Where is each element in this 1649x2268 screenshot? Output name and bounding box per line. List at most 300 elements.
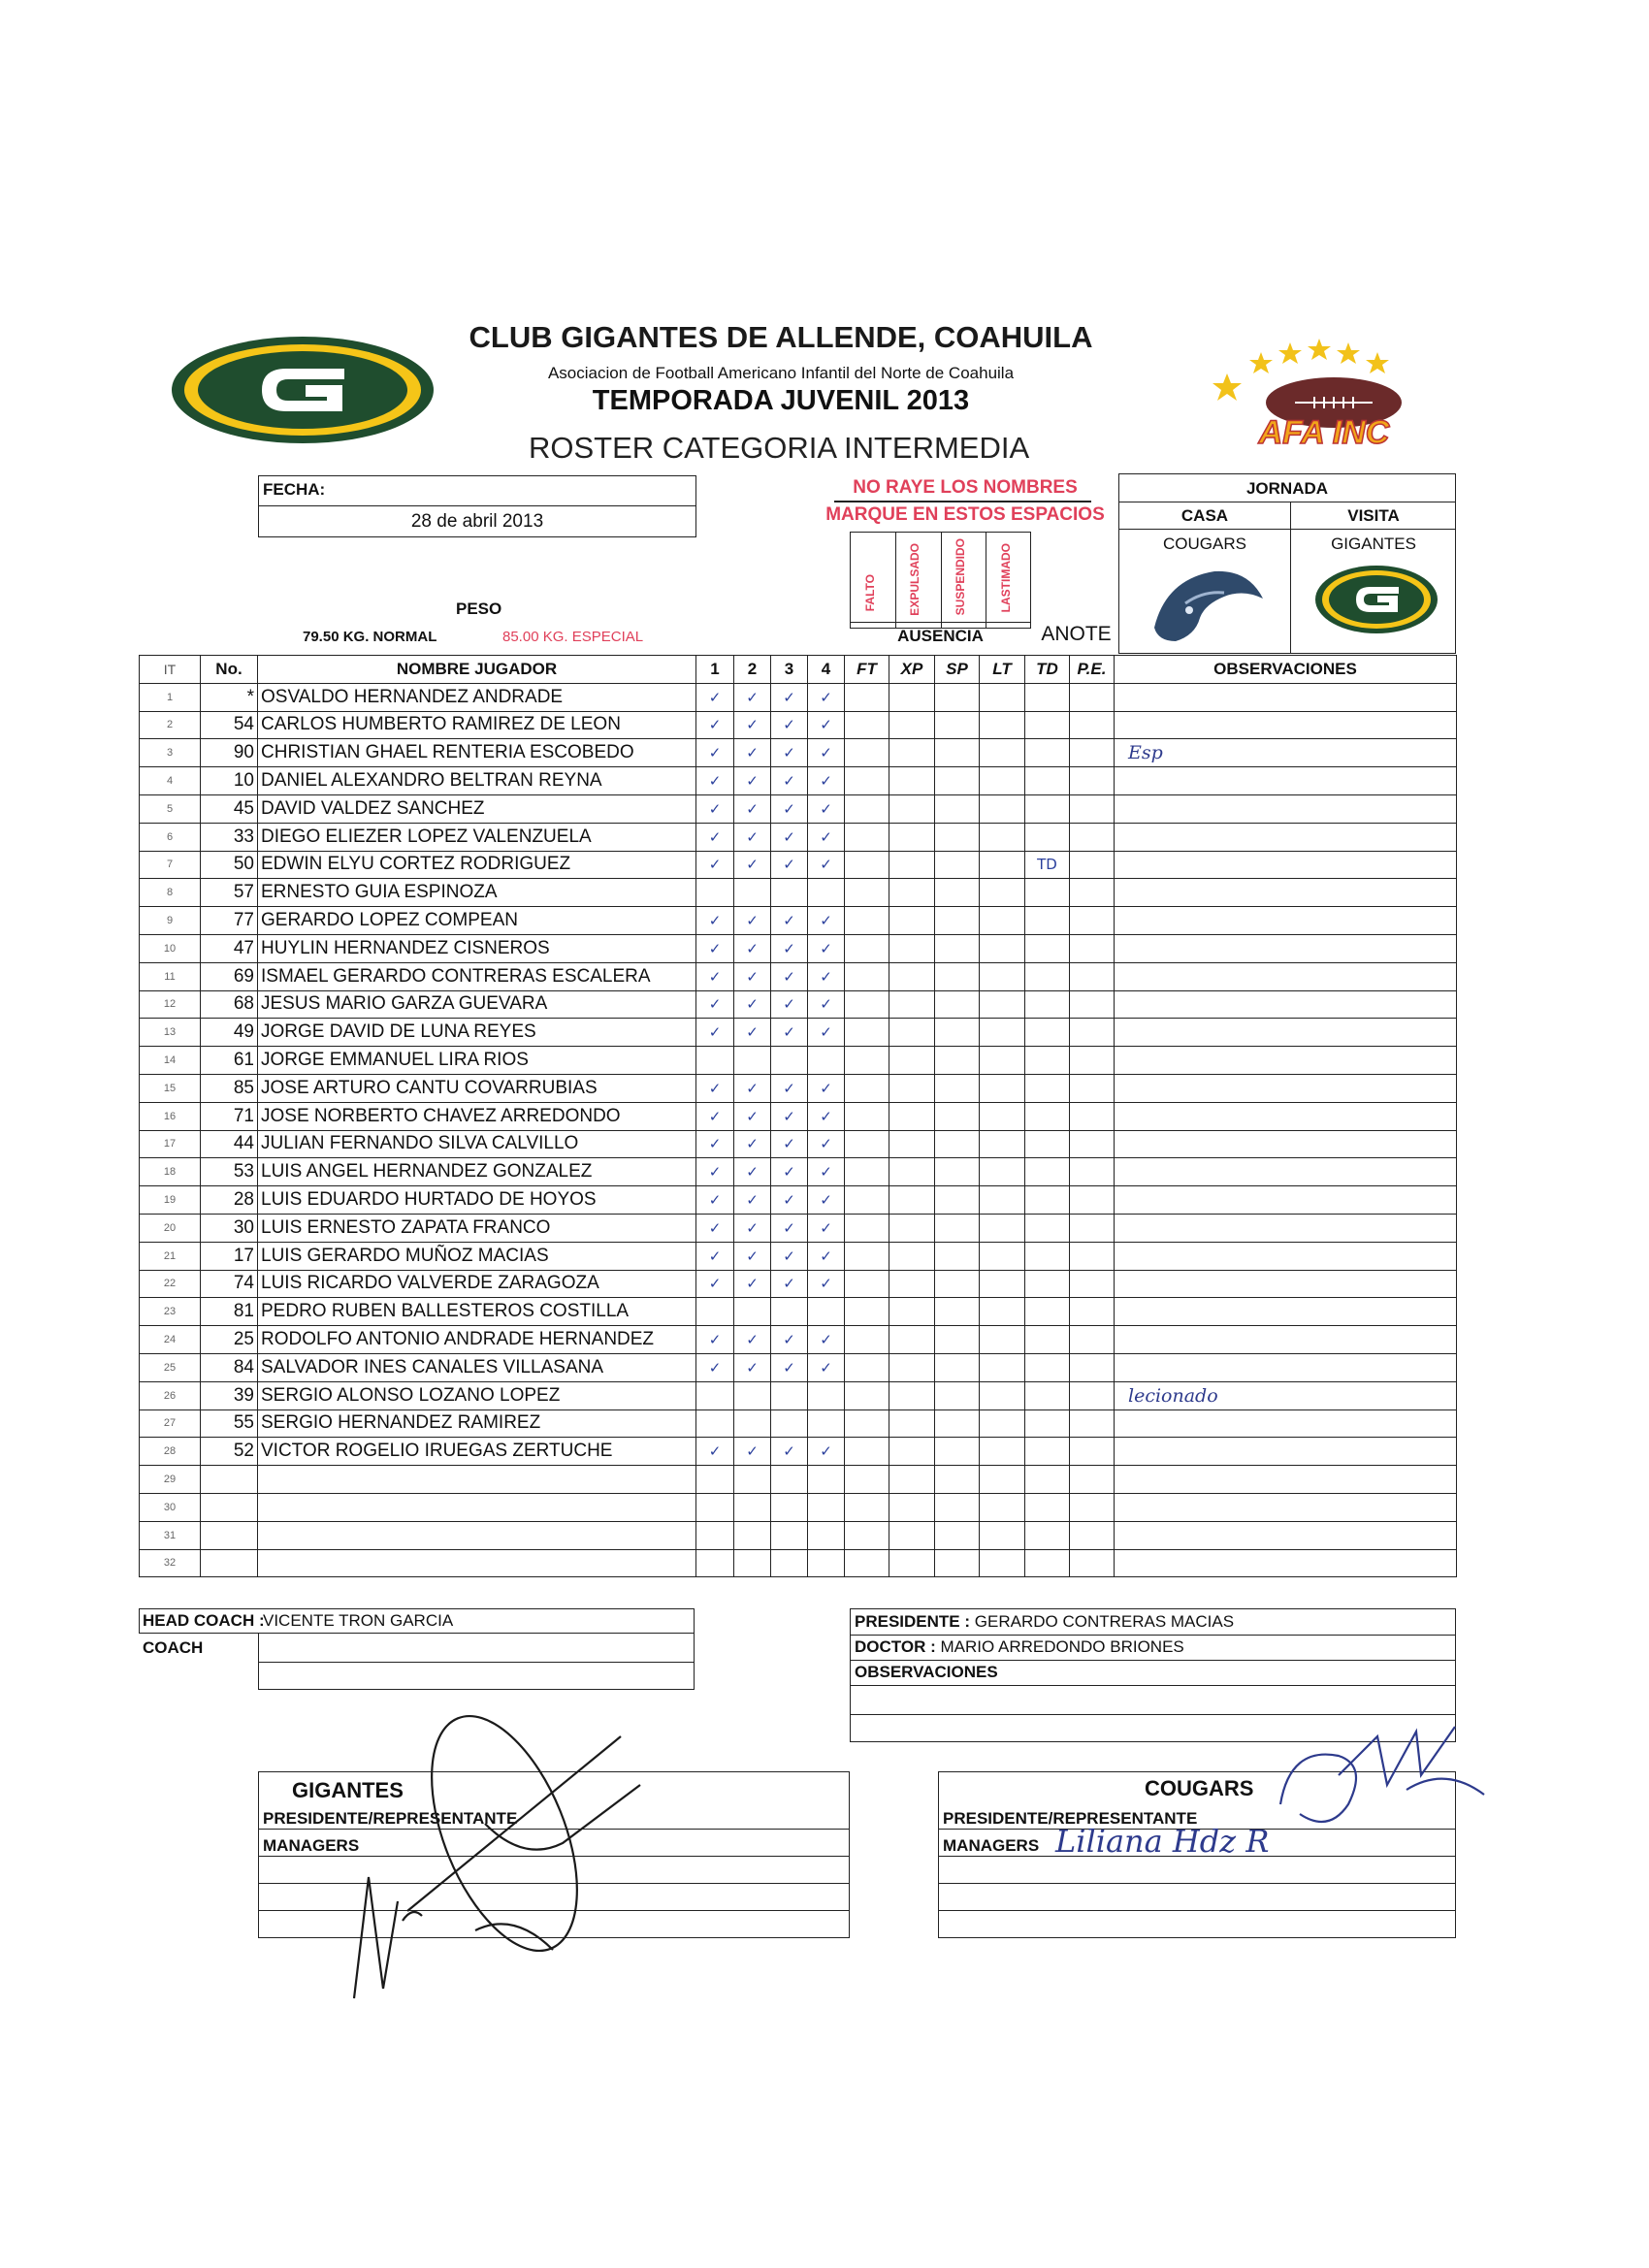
quarter-3-mark[interactable]: ✓ [771,1074,808,1102]
absence-lt-cell[interactable] [980,1270,1025,1298]
player-number[interactable]: 25 [201,1326,258,1354]
score-pe-cell[interactable] [1070,934,1115,962]
observaciones-cell[interactable] [1115,1074,1457,1102]
quarter-2-mark[interactable]: ✓ [734,739,771,767]
player-name[interactable]: EDWIN ELYU CORTEZ RODRIGUEZ [258,851,696,879]
quarter-3-mark[interactable]: ✓ [771,823,808,851]
player-number[interactable]: 69 [201,962,258,990]
score-pe-cell[interactable] [1070,1242,1115,1270]
quarter-3-mark[interactable] [771,1381,808,1409]
score-pe-cell[interactable] [1070,879,1115,907]
absence-xp-cell[interactable] [889,683,935,711]
quarter-1-mark[interactable]: ✓ [696,1130,734,1158]
quarter-3-mark[interactable]: ✓ [771,851,808,879]
absence-ft-cell[interactable] [845,962,889,990]
quarter-1-mark[interactable]: ✓ [696,823,734,851]
player-number[interactable]: 17 [201,1242,258,1270]
score-td-cell[interactable] [1025,907,1070,935]
score-td-cell[interactable] [1025,1270,1070,1298]
player-name[interactable]: CHRISTIAN GHAEL RENTERIA ESCOBEDO [258,739,696,767]
player-number[interactable]: 68 [201,990,258,1019]
quarter-1-mark[interactable]: ✓ [696,962,734,990]
player-number[interactable]: 10 [201,767,258,795]
player-number[interactable] [201,1521,258,1549]
absence-xp-cell[interactable] [889,767,935,795]
absence-sp-cell[interactable] [935,794,980,823]
absence-ft-cell[interactable] [845,1353,889,1381]
observaciones-cell[interactable] [1115,990,1457,1019]
quarter-3-mark[interactable]: ✓ [771,767,808,795]
absence-lt-cell[interactable] [980,1409,1025,1438]
quarter-1-mark[interactable]: ✓ [696,739,734,767]
player-number[interactable]: 49 [201,1019,258,1047]
quarter-3-mark[interactable] [771,1493,808,1521]
absence-xp-cell[interactable] [889,1381,935,1409]
quarter-4-mark[interactable]: ✓ [808,1019,845,1047]
absence-lt-cell[interactable] [980,1186,1025,1215]
absence-lt-cell[interactable] [980,1353,1025,1381]
absence-lt-cell[interactable] [980,1298,1025,1326]
absence-ft-cell[interactable] [845,1381,889,1409]
score-td-cell[interactable] [1025,1102,1070,1130]
absence-sp-cell[interactable] [935,1549,980,1577]
score-td-cell[interactable] [1025,683,1070,711]
absence-sp-cell[interactable] [935,1019,980,1047]
score-td-cell[interactable] [1025,711,1070,739]
observaciones-cell[interactable] [1115,962,1457,990]
observaciones-cell[interactable] [1115,1521,1457,1549]
score-td-cell[interactable] [1025,1158,1070,1186]
absence-xp-cell[interactable] [889,1353,935,1381]
player-name[interactable]: CARLOS HUMBERTO RAMIREZ DE LEON [258,711,696,739]
absence-sp-cell[interactable] [935,1186,980,1215]
player-name[interactable]: DAVID VALDEZ SANCHEZ [258,794,696,823]
quarter-4-mark[interactable]: ✓ [808,1270,845,1298]
quarter-4-mark[interactable]: ✓ [808,823,845,851]
quarter-4-mark[interactable] [808,1493,845,1521]
player-name[interactable]: SERGIO HERNANDEZ RAMIREZ [258,1409,696,1438]
score-pe-cell[interactable] [1070,1019,1115,1047]
player-name[interactable]: SALVADOR INES CANALES VILLASANA [258,1353,696,1381]
observaciones-cell[interactable] [1115,1047,1457,1075]
absence-sp-cell[interactable] [935,1326,980,1354]
quarter-2-mark[interactable]: ✓ [734,1074,771,1102]
absence-sp-cell[interactable] [935,711,980,739]
absence-sp-cell[interactable] [935,683,980,711]
score-td-cell[interactable] [1025,1242,1070,1270]
observaciones-cell[interactable] [1115,767,1457,795]
observaciones-cell[interactable] [1115,1019,1457,1047]
absence-sp-cell[interactable] [935,823,980,851]
quarter-3-mark[interactable]: ✓ [771,934,808,962]
quarter-1-mark[interactable] [696,1549,734,1577]
score-td-cell[interactable] [1025,1381,1070,1409]
quarter-4-mark[interactable]: ✓ [808,1353,845,1381]
player-number[interactable]: 61 [201,1047,258,1075]
absence-ft-cell[interactable] [845,1074,889,1102]
absence-xp-cell[interactable] [889,1270,935,1298]
score-pe-cell[interactable] [1070,990,1115,1019]
quarter-4-mark[interactable]: ✓ [808,1158,845,1186]
score-pe-cell[interactable] [1070,739,1115,767]
score-pe-cell[interactable] [1070,1466,1115,1494]
quarter-1-mark[interactable]: ✓ [696,1242,734,1270]
score-pe-cell[interactable] [1070,823,1115,851]
score-pe-cell[interactable] [1070,1298,1115,1326]
quarter-3-mark[interactable]: ✓ [771,1102,808,1130]
absence-xp-cell[interactable] [889,1409,935,1438]
fecha-value[interactable]: 28 de abril 2013 [410,511,544,532]
absence-ft-cell[interactable] [845,794,889,823]
quarter-4-mark[interactable]: ✓ [808,739,845,767]
quarter-4-mark[interactable]: ✓ [808,1074,845,1102]
quarter-4-mark[interactable]: ✓ [808,990,845,1019]
absence-sp-cell[interactable] [935,739,980,767]
quarter-3-mark[interactable] [771,1549,808,1577]
observaciones-cell[interactable] [1115,934,1457,962]
quarter-2-mark[interactable]: ✓ [734,1438,771,1466]
quarter-2-mark[interactable]: ✓ [734,823,771,851]
score-td-cell[interactable] [1025,1549,1070,1577]
absence-xp-cell[interactable] [889,1214,935,1242]
observaciones-cell[interactable] [1115,823,1457,851]
player-number[interactable]: 50 [201,851,258,879]
absence-sp-cell[interactable] [935,934,980,962]
absence-sp-cell[interactable] [935,1047,980,1075]
quarter-2-mark[interactable]: ✓ [734,1158,771,1186]
player-name[interactable] [258,1466,696,1494]
observaciones-cell[interactable] [1115,1409,1457,1438]
quarter-3-mark[interactable]: ✓ [771,1270,808,1298]
score-pe-cell[interactable] [1070,1186,1115,1215]
absence-lt-cell[interactable] [980,823,1025,851]
observaciones-cell[interactable] [1115,683,1457,711]
absence-lt-cell[interactable] [980,1074,1025,1102]
observaciones-cell[interactable] [1115,1186,1457,1215]
score-td-cell[interactable] [1025,1326,1070,1354]
absence-xp-cell[interactable] [889,962,935,990]
absence-ft-cell[interactable] [845,1214,889,1242]
quarter-4-mark[interactable] [808,1381,845,1409]
quarter-2-mark[interactable]: ✓ [734,1326,771,1354]
quarter-2-mark[interactable]: ✓ [734,1186,771,1215]
absence-ft-cell[interactable] [845,851,889,879]
player-number[interactable]: 30 [201,1214,258,1242]
quarter-4-mark[interactable]: ✓ [808,1214,845,1242]
quarter-3-mark[interactable] [771,1466,808,1494]
score-td-cell[interactable] [1025,1186,1070,1215]
absence-lt-cell[interactable] [980,1549,1025,1577]
absence-lt-cell[interactable] [980,1521,1025,1549]
absence-ft-cell[interactable] [845,1549,889,1577]
observaciones-cell[interactable] [1115,907,1457,935]
absence-lt-cell[interactable] [980,962,1025,990]
score-td-cell[interactable] [1025,1298,1070,1326]
player-name[interactable]: PEDRO RUBEN BALLESTEROS COSTILLA [258,1298,696,1326]
quarter-1-mark[interactable]: ✓ [696,1438,734,1466]
score-pe-cell[interactable] [1070,962,1115,990]
absence-lt-cell[interactable] [980,739,1025,767]
score-td-cell[interactable] [1025,739,1070,767]
quarter-1-mark[interactable] [696,1047,734,1075]
absence-lt-cell[interactable] [980,1019,1025,1047]
player-name[interactable]: ISMAEL GERARDO CONTRERAS ESCALERA [258,962,696,990]
quarter-4-mark[interactable]: ✓ [808,1326,845,1354]
absence-xp-cell[interactable] [889,1298,935,1326]
score-pe-cell[interactable] [1070,1353,1115,1381]
score-pe-cell[interactable] [1070,1521,1115,1549]
absence-xp-cell[interactable] [889,907,935,935]
observaciones-cell[interactable] [1115,851,1457,879]
quarter-4-mark[interactable] [808,1521,845,1549]
quarter-2-mark[interactable] [734,1521,771,1549]
quarter-1-mark[interactable] [696,1381,734,1409]
absence-sp-cell[interactable] [935,1409,980,1438]
absence-xp-cell[interactable] [889,1158,935,1186]
quarter-1-mark[interactable]: ✓ [696,767,734,795]
absence-lt-cell[interactable] [980,711,1025,739]
quarter-2-mark[interactable]: ✓ [734,1242,771,1270]
quarter-3-mark[interactable]: ✓ [771,1158,808,1186]
player-number[interactable]: 47 [201,934,258,962]
quarter-3-mark[interactable]: ✓ [771,990,808,1019]
absence-sp-cell[interactable] [935,1381,980,1409]
quarter-1-mark[interactable]: ✓ [696,907,734,935]
quarter-2-mark[interactable] [734,1409,771,1438]
quarter-3-mark[interactable] [771,1521,808,1549]
player-name[interactable]: LUIS ANGEL HERNANDEZ GONZALEZ [258,1158,696,1186]
presidente-value[interactable]: GERARDO CONTRERAS MACIAS [974,1612,1235,1631]
quarter-3-mark[interactable]: ✓ [771,739,808,767]
quarter-2-mark[interactable]: ✓ [734,1102,771,1130]
absence-xp-cell[interactable] [889,1493,935,1521]
score-td-cell[interactable] [1025,823,1070,851]
absence-xp-cell[interactable] [889,739,935,767]
absence-ft-cell[interactable] [845,907,889,935]
absence-lt-cell[interactable] [980,851,1025,879]
absence-lt-cell[interactable] [980,879,1025,907]
quarter-2-mark[interactable]: ✓ [734,1270,771,1298]
quarter-2-mark[interactable]: ✓ [734,990,771,1019]
score-td-cell[interactable] [1025,1521,1070,1549]
quarter-2-mark[interactable]: ✓ [734,794,771,823]
absence-lt-cell[interactable] [980,1214,1025,1242]
absence-lt-cell[interactable] [980,1381,1025,1409]
score-td-cell[interactable] [1025,962,1070,990]
score-td-cell[interactable] [1025,1047,1070,1075]
score-pe-cell[interactable] [1070,1270,1115,1298]
score-pe-cell[interactable] [1070,683,1115,711]
quarter-3-mark[interactable]: ✓ [771,1019,808,1047]
player-number[interactable]: 44 [201,1130,258,1158]
quarter-4-mark[interactable]: ✓ [808,1102,845,1130]
observaciones-cell[interactable] [1115,1298,1457,1326]
player-name[interactable]: JOSE NORBERTO CHAVEZ ARREDONDO [258,1102,696,1130]
player-name[interactable]: LUIS RICARDO VALVERDE ZARAGOZA [258,1270,696,1298]
quarter-4-mark[interactable] [808,1298,845,1326]
absence-lt-cell[interactable] [980,794,1025,823]
absence-sp-cell[interactable] [935,851,980,879]
absence-lt-cell[interactable] [980,1130,1025,1158]
observaciones-cell[interactable] [1115,1130,1457,1158]
quarter-4-mark[interactable] [808,1466,845,1494]
player-number[interactable]: 84 [201,1353,258,1381]
score-td-cell[interactable] [1025,1214,1070,1242]
quarter-1-mark[interactable]: ✓ [696,1326,734,1354]
absence-ft-cell[interactable] [845,1409,889,1438]
quarter-2-mark[interactable]: ✓ [734,767,771,795]
score-pe-cell[interactable] [1070,851,1115,879]
absence-xp-cell[interactable] [889,1466,935,1494]
player-name[interactable]: HUYLIN HERNANDEZ CISNEROS [258,934,696,962]
absence-ft-cell[interactable] [845,683,889,711]
absence-lt-cell[interactable] [980,1102,1025,1130]
score-td-cell[interactable] [1025,1493,1070,1521]
player-name[interactable]: LUIS EDUARDO HURTADO DE HOYOS [258,1186,696,1215]
quarter-1-mark[interactable]: ✓ [696,1186,734,1215]
player-number[interactable]: 39 [201,1381,258,1409]
score-td-cell[interactable] [1025,1130,1070,1158]
score-pe-cell[interactable] [1070,907,1115,935]
score-pe-cell[interactable] [1070,1158,1115,1186]
score-pe-cell[interactable] [1070,1381,1115,1409]
quarter-3-mark[interactable] [771,1298,808,1326]
absence-ft-cell[interactable] [845,1242,889,1270]
absence-lt-cell[interactable] [980,767,1025,795]
score-td-cell[interactable] [1025,1438,1070,1466]
quarter-2-mark[interactable]: ✓ [734,683,771,711]
score-pe-cell[interactable] [1070,1214,1115,1242]
absence-sp-cell[interactable] [935,1158,980,1186]
absence-ft-cell[interactable] [845,1019,889,1047]
quarter-3-mark[interactable]: ✓ [771,1438,808,1466]
quarter-3-mark[interactable]: ✓ [771,907,808,935]
absence-xp-cell[interactable] [889,1521,935,1549]
absence-xp-cell[interactable] [889,1549,935,1577]
player-name[interactable] [258,1521,696,1549]
player-name[interactable]: JOSE ARTURO CANTU COVARRUBIAS [258,1074,696,1102]
quarter-1-mark[interactable] [696,1493,734,1521]
absence-ft-cell[interactable] [845,1493,889,1521]
player-name[interactable]: ERNESTO GUIA ESPINOZA [258,879,696,907]
quarter-4-mark[interactable] [808,1047,845,1075]
score-td-cell[interactable] [1025,879,1070,907]
absence-ft-cell[interactable] [845,1298,889,1326]
score-td-cell[interactable] [1025,767,1070,795]
quarter-1-mark[interactable]: ✓ [696,1214,734,1242]
absence-ft-cell[interactable] [845,879,889,907]
absence-lt-cell[interactable] [980,907,1025,935]
absence-xp-cell[interactable] [889,711,935,739]
player-number[interactable]: 45 [201,794,258,823]
quarter-1-mark[interactable] [696,879,734,907]
player-name[interactable] [258,1493,696,1521]
absence-sp-cell[interactable] [935,1242,980,1270]
absence-xp-cell[interactable] [889,1047,935,1075]
quarter-4-mark[interactable]: ✓ [808,1438,845,1466]
quarter-1-mark[interactable] [696,1521,734,1549]
score-pe-cell[interactable] [1070,1130,1115,1158]
player-number[interactable]: 85 [201,1074,258,1102]
absence-sp-cell[interactable] [935,1214,980,1242]
score-pe-cell[interactable] [1070,767,1115,795]
quarter-2-mark[interactable]: ✓ [734,711,771,739]
absence-ft-cell[interactable] [845,767,889,795]
absence-ft-cell[interactable] [845,1158,889,1186]
player-number[interactable]: 52 [201,1438,258,1466]
quarter-1-mark[interactable]: ✓ [696,990,734,1019]
absence-sp-cell[interactable] [935,767,980,795]
player-name[interactable]: OSVALDO HERNANDEZ ANDRADE [258,683,696,711]
observaciones-cell[interactable] [1115,711,1457,739]
absence-ft-cell[interactable] [845,1270,889,1298]
quarter-1-mark[interactable]: ✓ [696,1074,734,1102]
observaciones-cell[interactable]: lecionado [1115,1381,1457,1409]
absence-ft-cell[interactable] [845,823,889,851]
absence-ft-cell[interactable] [845,711,889,739]
player-name[interactable]: DIEGO ELIEZER LOPEZ VALENZUELA [258,823,696,851]
quarter-3-mark[interactable]: ✓ [771,1326,808,1354]
quarter-3-mark[interactable]: ✓ [771,1242,808,1270]
observaciones-cell[interactable] [1115,1158,1457,1186]
player-name[interactable]: GERARDO LOPEZ COMPEAN [258,907,696,935]
absence-sp-cell[interactable] [935,1102,980,1130]
quarter-4-mark[interactable]: ✓ [808,767,845,795]
absence-ft-cell[interactable] [845,1130,889,1158]
score-pe-cell[interactable] [1070,711,1115,739]
absence-ft-cell[interactable] [845,1047,889,1075]
quarter-4-mark[interactable]: ✓ [808,711,845,739]
absence-xp-cell[interactable] [889,879,935,907]
quarter-3-mark[interactable] [771,879,808,907]
player-number[interactable]: 77 [201,907,258,935]
absence-ft-cell[interactable] [845,1521,889,1549]
score-td-cell[interactable] [1025,934,1070,962]
player-name[interactable]: SERGIO ALONSO LOZANO LOPEZ [258,1381,696,1409]
score-pe-cell[interactable] [1070,1493,1115,1521]
quarter-1-mark[interactable] [696,1409,734,1438]
quarter-1-mark[interactable]: ✓ [696,1102,734,1130]
quarter-2-mark[interactable]: ✓ [734,1353,771,1381]
absence-sp-cell[interactable] [935,990,980,1019]
score-pe-cell[interactable] [1070,794,1115,823]
observaciones-cell[interactable] [1115,1549,1457,1577]
observaciones-cell[interactable] [1115,1242,1457,1270]
quarter-1-mark[interactable]: ✓ [696,1353,734,1381]
player-number[interactable]: 57 [201,879,258,907]
absence-lt-cell[interactable] [980,1493,1025,1521]
score-pe-cell[interactable] [1070,1326,1115,1354]
absence-xp-cell[interactable] [889,1326,935,1354]
absence-ft-cell[interactable] [845,1186,889,1215]
absence-ft-cell[interactable] [845,739,889,767]
quarter-2-mark[interactable] [734,1047,771,1075]
absence-sp-cell[interactable] [935,1466,980,1494]
observaciones-cell[interactable] [1115,1214,1457,1242]
quarter-2-mark[interactable]: ✓ [734,1214,771,1242]
player-name[interactable]: JULIAN FERNANDO SILVA CALVILLO [258,1130,696,1158]
player-number[interactable]: 90 [201,739,258,767]
player-number[interactable]: 74 [201,1270,258,1298]
observaciones-cell[interactable] [1115,879,1457,907]
quarter-3-mark[interactable]: ✓ [771,711,808,739]
quarter-3-mark[interactable] [771,1409,808,1438]
absence-lt-cell[interactable] [980,990,1025,1019]
absence-sp-cell[interactable] [935,1130,980,1158]
player-name[interactable]: LUIS ERNESTO ZAPATA FRANCO [258,1214,696,1242]
player-number[interactable] [201,1466,258,1494]
absence-lt-cell[interactable] [980,1158,1025,1186]
